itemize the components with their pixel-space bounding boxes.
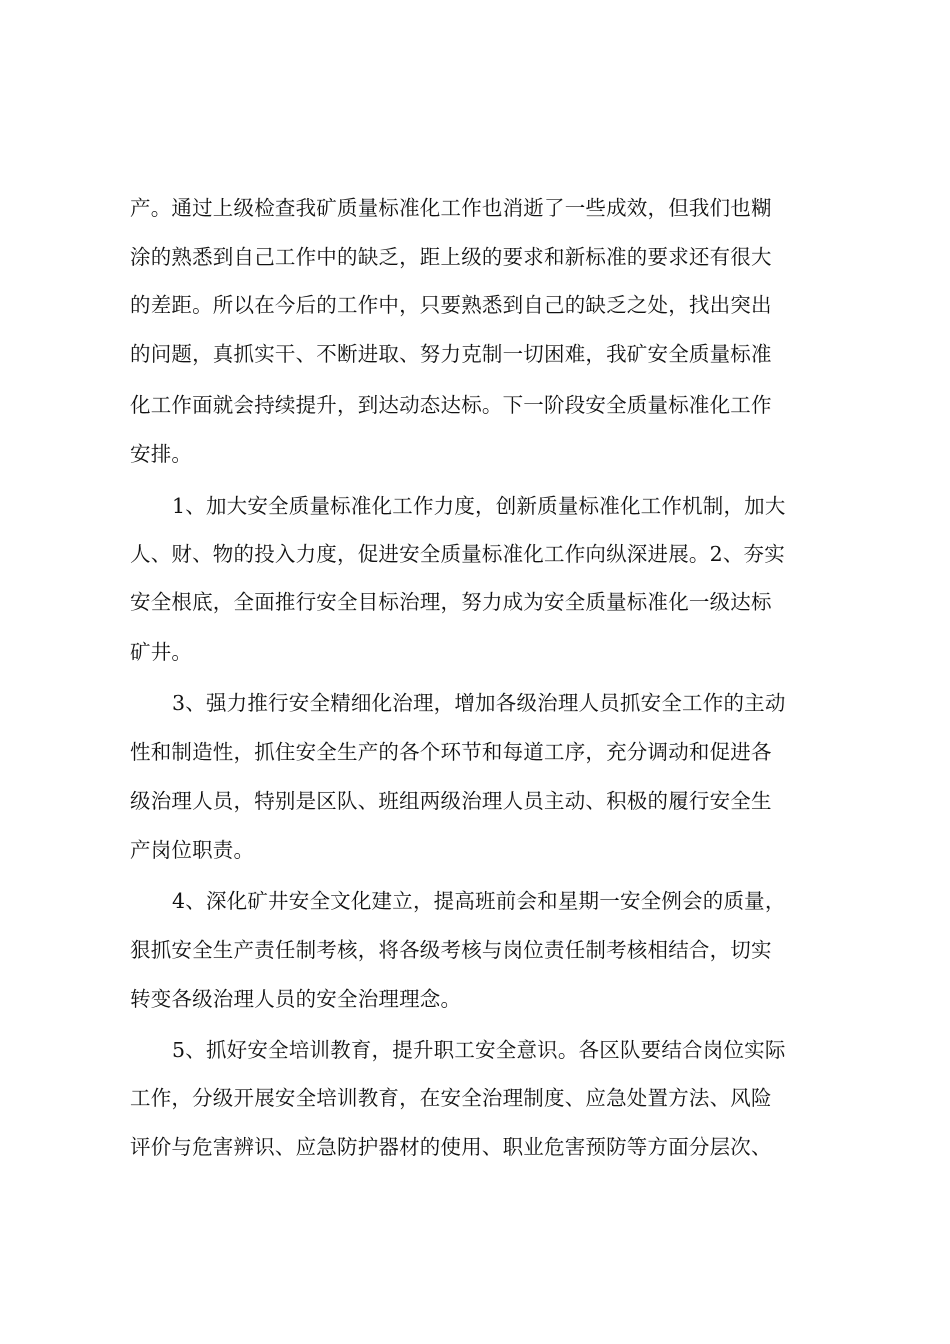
text-line: 狠抓安全生产责任制考核，将各级考核与岗位责任制考核相结合，切实 — [130, 938, 772, 962]
paragraph-3-line: 3、强力推行安全精细化治理，增加各级治理人员抓安全工作的主动 — [172, 691, 786, 715]
text-line: 产岗位职责。 — [130, 838, 255, 862]
text-line: 的问题，真抓实干、不断进取、努力克制一切困难，我矿安全质量标准 — [130, 342, 772, 366]
paragraph-4-line: 4、深化矿井安全文化建立，提高班前会和星期一安全例会的质量， — [172, 889, 786, 913]
text-line: 化工作面就会持续提升，到达动态达标。下一阶段安全质量标准化工作 — [130, 393, 772, 417]
text-line: 工作，分级开展安全培训教育，在安全治理制度、应急处置方法、风险 — [130, 1086, 772, 1110]
text-line: 安全根底，全面推行安全目标治理，努力成为安全质量标准化一级达标 — [130, 590, 772, 614]
text-line: 产。通过上级检查我矿质量标准化工作也消逝了一些成效，但我们也糊 — [130, 196, 772, 220]
paragraph-5-line: 5、抓好安全培训教育，提升职工安全意识。各区队要结合岗位实际 — [172, 1038, 786, 1062]
text-line: 评价与危害辨识、应急防护器材的使用、职业危害预防等方面分层次、 — [130, 1135, 772, 1159]
text-line: 涂的熟悉到自己工作中的缺乏，距上级的要求和新标准的要求还有很大 — [130, 245, 772, 269]
text-line: 人、财、物的投入力度，促进安全质量标准化工作向纵深进展。2、夯实 — [130, 542, 785, 566]
text-line: 性和制造性，抓住安全生产的各个环节和每道工序，充分调动和促进各 — [130, 740, 772, 764]
text-line: 安排。 — [130, 442, 193, 466]
text-line: 级治理人员，特别是区队、班组两级治理人员主动、积极的履行安全生 — [130, 789, 772, 813]
text-line: 转变各级治理人员的安全治理理念。 — [130, 987, 462, 1011]
text-line: 矿井。 — [130, 640, 193, 664]
text-line: 的差距。所以在今后的工作中，只要熟悉到自己的缺乏之处，找出突出 — [130, 293, 772, 317]
paragraph-1-line: 1、加大安全质量标准化工作力度，创新质量标准化工作机制，加大 — [172, 494, 786, 518]
